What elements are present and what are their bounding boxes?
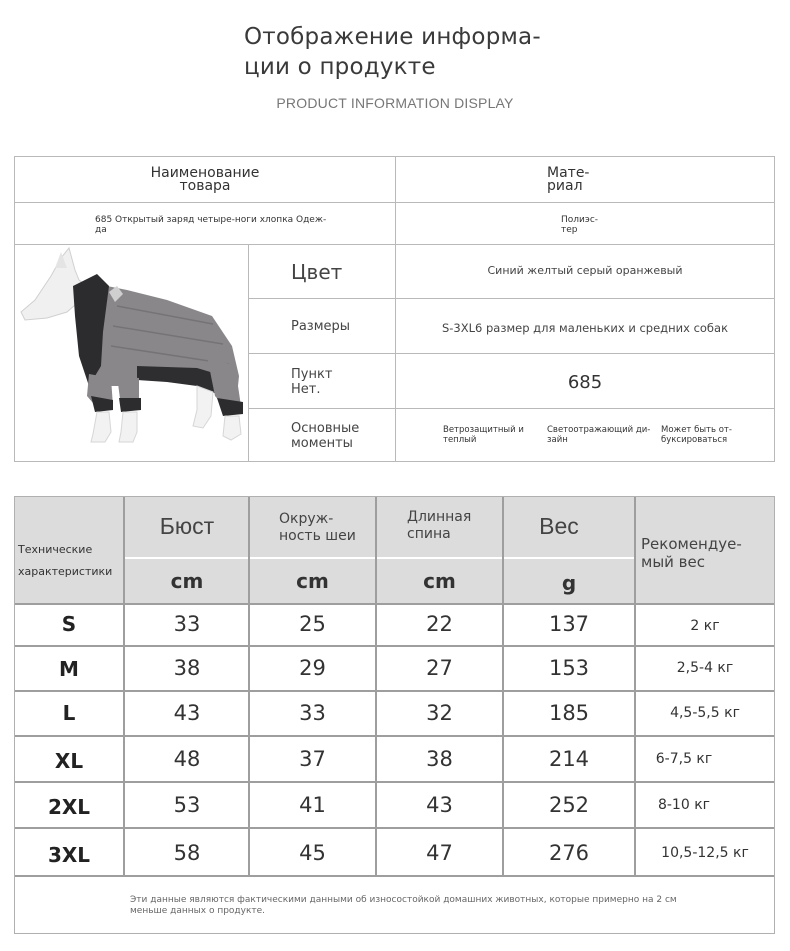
recommended-weight-value: 2 кг [690, 618, 720, 634]
back-value: 47 [426, 841, 453, 865]
size-label: XL [54, 749, 84, 773]
back-value: 43 [426, 793, 453, 817]
back-value: 22 [426, 612, 453, 636]
back-value: 32 [426, 701, 453, 725]
bust-value: 48 [173, 747, 201, 771]
bust-value: 58 [173, 841, 201, 865]
recommended-weight-value: 2,5-4 кг [676, 660, 734, 676]
weight-value: 252 [548, 793, 590, 817]
recommended-weight-header: Рекомендуе- мый вес [641, 535, 742, 571]
neck-value: 33 [299, 701, 326, 725]
weight-unit: g [561, 571, 577, 595]
weight-value: 214 [548, 747, 590, 771]
size-label: 2XL [47, 795, 91, 819]
back-unit: cm [423, 569, 456, 593]
size-label: M [59, 657, 79, 681]
back-value: 27 [426, 656, 453, 680]
bust-value: 53 [173, 793, 201, 817]
item-number-label: Пункт Нет. [291, 367, 333, 397]
neck-value: 45 [299, 841, 326, 865]
page-subtitle: PRODUCT INFORMATION DISPLAY [276, 95, 514, 111]
highlight-3: Может быть от- буксироваться [661, 425, 732, 445]
material-value: Полиэс- тер [561, 215, 599, 235]
recommended-weight-value: 10,5-12,5 кг [661, 845, 749, 861]
highlights-label: Основные моменты [291, 421, 360, 451]
weight-value: 276 [548, 841, 590, 865]
dog-jacket-photo [17, 246, 247, 460]
size-chart-table [14, 496, 775, 934]
bust-value: 33 [173, 612, 201, 636]
spec-label: Технические характеристики [18, 543, 113, 578]
size-label: L [62, 701, 76, 725]
bust-value: 38 [173, 656, 201, 680]
weight-header: Вес [539, 513, 579, 539]
color-value: Синий желтый серый оранжевый [487, 264, 683, 277]
item-number-value: 685 [567, 372, 603, 393]
neck-value: 29 [299, 656, 326, 680]
bust-value: 43 [173, 701, 201, 725]
color-label: Цвет [291, 260, 343, 284]
bust-header: Бюст [159, 513, 215, 539]
back-value: 38 [426, 747, 453, 771]
weight-value: 137 [548, 612, 590, 636]
product-info-table [14, 156, 775, 462]
size-label: S [61, 612, 77, 636]
recommended-weight-value: 8-10 кг [657, 797, 711, 813]
bust-unit: cm [170, 569, 204, 593]
product-name-header: Наименование товара [150, 165, 260, 194]
neck-value: 41 [299, 793, 326, 817]
page-title: Отображение информа- ции о продукте [244, 24, 541, 80]
neck-value: 37 [299, 747, 326, 771]
recommended-weight-value: 4,5-5,5 кг [670, 705, 740, 721]
sizes-label: Размеры [291, 319, 351, 334]
neck-value: 25 [299, 612, 326, 636]
neck-unit: cm [296, 569, 329, 593]
measurement-note: Эти данные являются фактическими данными об износостойкой домашних животных, которые примерно на 2 см меньше данных о продукте. [130, 895, 677, 916]
neck-header: Окруж- ность шеи [279, 511, 356, 544]
material-header: Мате- риал [547, 165, 590, 194]
sizes-value: S-3XL6 размер для маленьких и средних собак [441, 321, 729, 335]
product-name-value: 685 Открытый заряд четыре-ноги хлопка Одеж- да [95, 215, 327, 235]
weight-value: 185 [548, 701, 590, 725]
size-label: 3XL [47, 843, 91, 867]
highlight-2: Светоотражающий ди- зайн [547, 425, 651, 445]
recommended-weight-value: 6-7,5 кг [655, 751, 713, 767]
highlight-1: Ветрозащитный и теплый [443, 425, 524, 445]
weight-value: 153 [548, 656, 590, 680]
back-length-header: Длинная спина [407, 509, 472, 542]
